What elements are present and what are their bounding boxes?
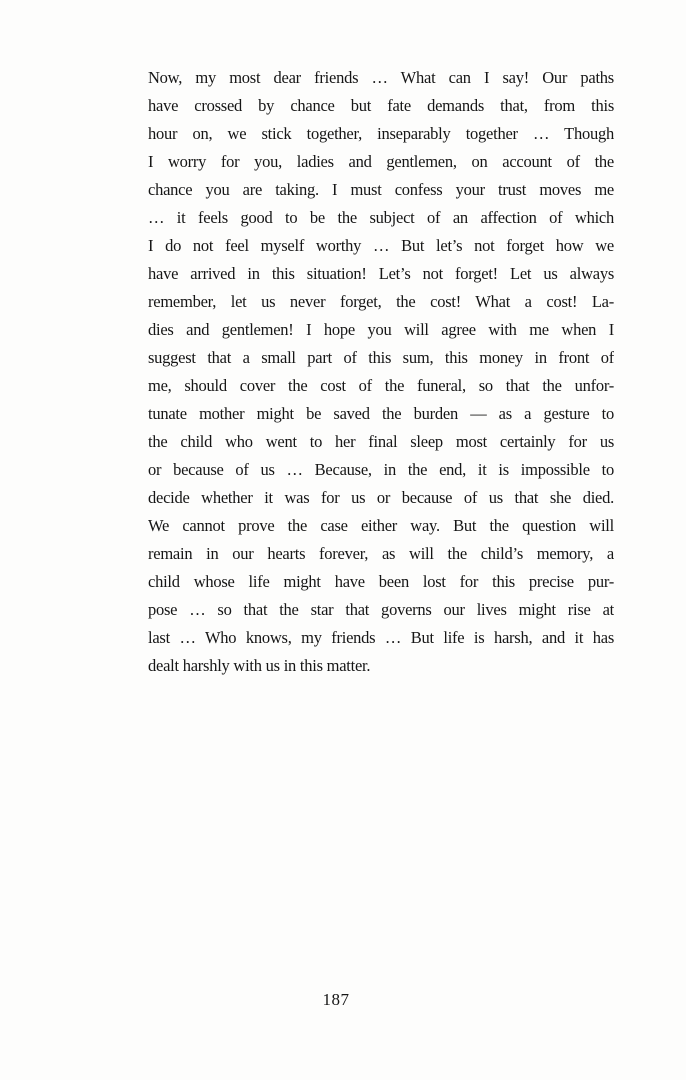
paragraph-line: have crossed by chance but fate demands that, from this — [148, 96, 614, 115]
paragraph-line: hour on, we stick together, inseparably together … Though — [148, 124, 614, 143]
paragraph-line: child whose life might have been lost for this precise pur- — [148, 572, 614, 591]
paragraph-line: remain in our hearts forever, as will the child’s memory, a — [148, 544, 614, 563]
paragraph-line: chance you are taking. I must confess your trust moves me — [148, 180, 614, 199]
paragraph-line: We cannot prove the case either way. But the question will — [148, 516, 614, 535]
paragraph-line: remember, let us never forget, the cost! What a cost! La- — [148, 292, 614, 311]
paragraph-line: I do not feel myself worthy … But let’s not forget how we — [148, 236, 614, 255]
paragraph — [148, 64, 614, 680]
paragraph-line: me, should cover the cost of the funeral, so that the unfor- — [148, 376, 614, 395]
paragraph-line: pose … so that the star that governs our lives might rise at — [148, 600, 614, 619]
paragraph-line: … it feels good to be the subject of an affection of which — [148, 208, 614, 227]
paragraph-line: Now, my most dear friends … What can I say! Our paths — [148, 68, 614, 87]
page-number: 187 — [322, 990, 350, 1009]
paragraph-last-line: dealt harshly with us in this matter. — [148, 656, 371, 675]
paragraph-line: last … Who knows, my friends … But life is harsh, and it has — [148, 628, 614, 647]
paragraph-line: dies and gentlemen! I hope you will agree with me when I — [148, 320, 614, 339]
paragraph-line: or because of us … Because, in the end, it is impossible to — [148, 460, 614, 479]
paragraph-line: tunate mother might be saved the burden — as a gesture to — [148, 404, 614, 423]
paragraph-line: I worry for you, ladies and gentlemen, on account of the — [148, 152, 614, 171]
paragraph-line: suggest that a small part of this sum, this money in front of — [148, 348, 614, 367]
paragraph-line: have arrived in this situation! Let’s not forget! Let us always — [148, 264, 614, 283]
paragraph-line: the child who went to her final sleep most certainly for us — [148, 432, 614, 451]
paragraph-line: decide whether it was for us or because of us that she died. — [148, 488, 614, 507]
